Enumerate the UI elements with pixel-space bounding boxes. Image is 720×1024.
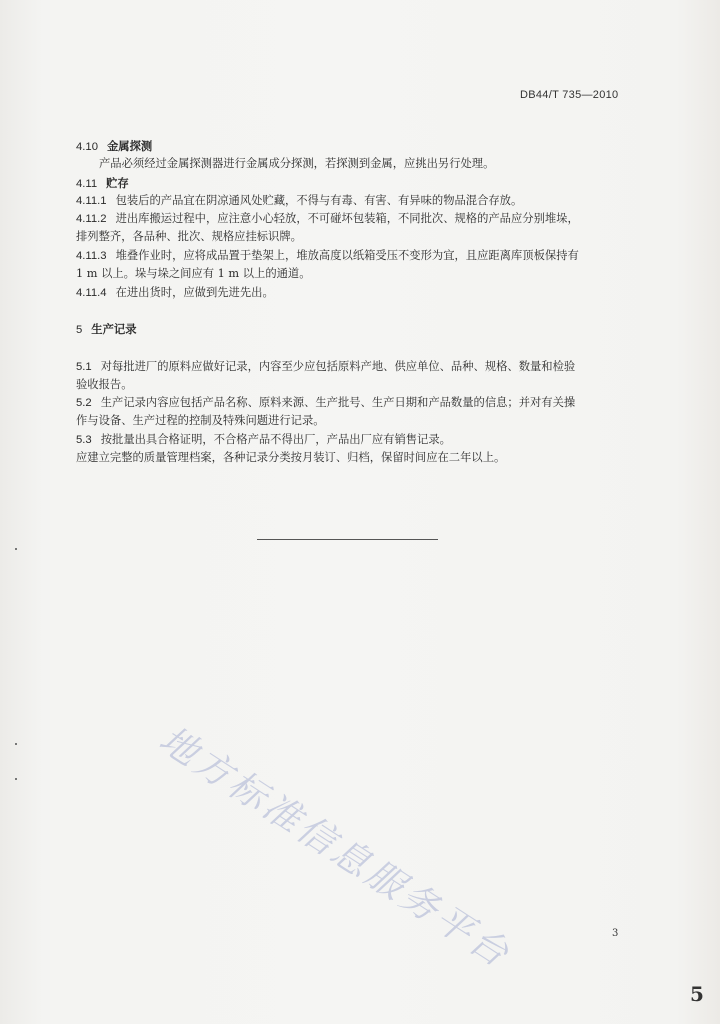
document-code: DB44/T 735—2010 (520, 89, 619, 101)
clause-number: 5.1 (76, 361, 92, 373)
clause-number: 4.11.3 (76, 250, 107, 262)
section-number: 4.10 (76, 141, 98, 153)
scan-corner-number: 5 (690, 982, 704, 1006)
clause-text: 按批量出具合格证明，不合格产品不得出厂，产品出厂应有销售记录。 (100, 433, 451, 446)
clause-4-11-1 (76, 194, 522, 208)
clause-text: 进出库搬运过程中，应注意小心轻放，不可碰坏包装箱，不同批次、规格的产品应分别堆垛， (115, 212, 579, 225)
section-number: 4.11 (76, 178, 98, 190)
clause-5-3 (76, 433, 451, 447)
scan-speck (15, 743, 17, 745)
clause-text: 包装后的产品宜在阴凉通风处贮藏，不得与有毒、有害、有异味的物品混合存放。 (115, 194, 523, 207)
clause-4-11-2-continued: 排列整齐，各品种、批次、规格应挂标识牌。 (76, 230, 302, 243)
section-title: 贮存 (106, 176, 129, 190)
clause-5-2 (76, 396, 575, 410)
section-5-heading (76, 322, 137, 337)
clause-number: 5.2 (76, 397, 92, 409)
end-of-text-rule (257, 539, 438, 540)
section-4-10-heading (76, 139, 152, 154)
section-title: 生产记录 (91, 322, 137, 336)
scan-speck (15, 778, 17, 780)
section-number: 5 (76, 324, 83, 336)
clause-4-11-2 (76, 212, 579, 226)
section-4-11-heading (76, 176, 129, 191)
clause-text: 堆叠作业时，应将成品置于垫架上，堆放高度以纸箱受压不变形为宜，且应距离库顶板保持有 (115, 249, 579, 262)
clause-number: 4.11.4 (76, 287, 107, 299)
clause-text: 生产记录内容应包括产品名称、原料来源、生产批号、生产日期和产品数量的信息；并对有关操 (100, 396, 576, 409)
clause-4-11-3 (76, 249, 579, 263)
clause-5-1-continued: 验收报告。 (76, 378, 133, 391)
clause-number: 4.11.1 (76, 195, 107, 207)
clause-text: 在进出货时，应做到先进先出。 (115, 286, 274, 299)
clause-number: 4.11.2 (76, 213, 107, 225)
clause-5-2-continued: 作与设备、生产过程的控制及特殊问题进行记录。 (76, 414, 325, 427)
closing-paragraph: 应建立完整的质量管理档案，各种记录分类按月装订、归档，保留时间应在二年以上。 (76, 451, 506, 464)
clause-5-1 (76, 360, 575, 374)
page-number: 3 (612, 928, 619, 939)
section-4-10-body: 产品必须经过金属探测器进行金属成分探测，若探测到金属，应挑出另行处理。 (99, 157, 495, 170)
clause-text: 对每批进厂的原料应做好记录，内容至少应包括原料产地、供应单位、品种、规格、数量和检验 (100, 360, 576, 373)
clause-4-11-4 (76, 286, 274, 300)
clause-number: 5.3 (76, 434, 92, 446)
watermark: 地方标准信息服务平台 (151, 717, 519, 977)
scan-speck (15, 548, 17, 550)
section-title: 金属探测 (107, 139, 153, 153)
clause-4-11-3-continued: 1 m 以上。垛与垛之间应有 1 m 以上的通道。 (76, 267, 311, 280)
